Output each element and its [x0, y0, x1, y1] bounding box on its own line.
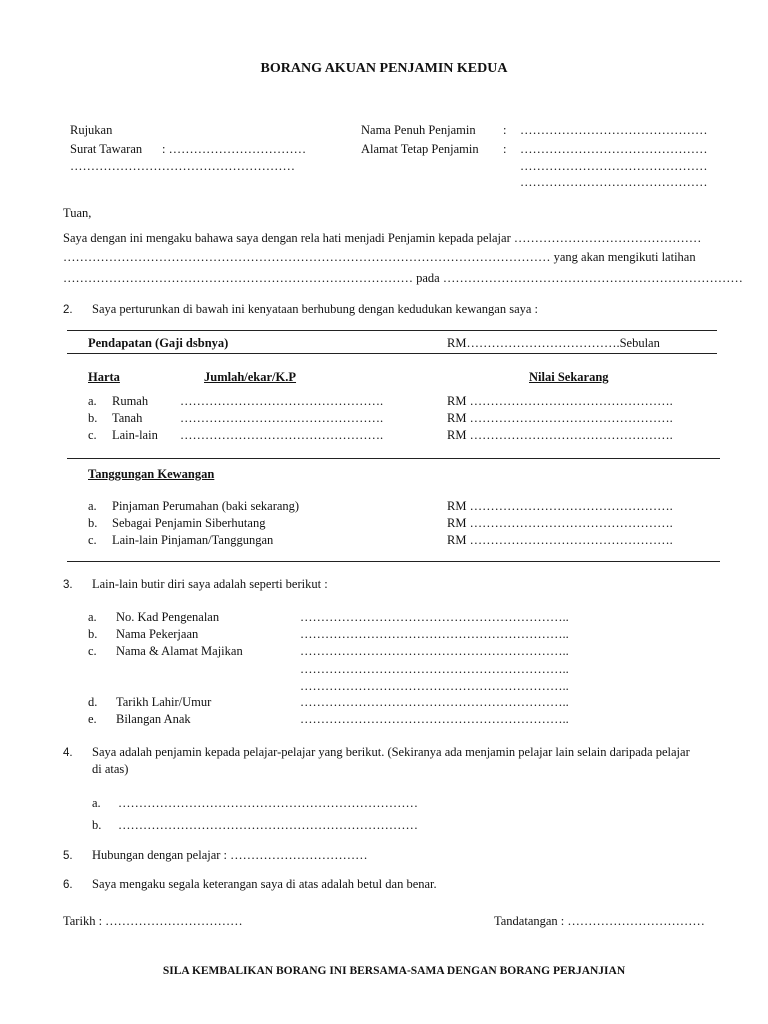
student-field[interactable]: ………………………………………………………………: [118, 796, 418, 810]
salutation: Tuan,: [63, 206, 92, 220]
tandatangan-field[interactable]: Tandatangan : ……………………………: [494, 914, 705, 928]
section4-number: 4.: [63, 747, 73, 759]
detail-label: No. Kad Pengenalan: [116, 610, 220, 624]
surat-tawaran-field[interactable]: : ……………………………: [162, 142, 307, 156]
quantity-header: Jumlah/ekar/K.P: [204, 370, 297, 384]
section3-text: Lain-lain butir diri saya adalah seperti berikut :: [92, 577, 328, 591]
value-header: Nilai Sekarang: [529, 370, 609, 384]
detail-field[interactable]: ………………………………………………………..: [300, 712, 569, 726]
footer-note: SILA KEMBALIKAN BORANG INI BERSAMA-SAMA DENGAN BORANG PERJANJIAN: [162, 965, 626, 977]
asset-letter: a.: [88, 394, 97, 408]
asset-value-field[interactable]: RM ………………………………………….: [447, 394, 673, 408]
alamat-field-line2[interactable]: ………………………………………: [520, 159, 708, 173]
detail-letter: d.: [88, 695, 98, 709]
detail-letter: b.: [88, 627, 98, 641]
liabilities-header: Tanggungan Kewangan: [88, 467, 215, 481]
detail-field[interactable]: ………………………………………………………..: [300, 662, 569, 676]
asset-label: Rumah: [112, 394, 149, 408]
liability-label: Pinjaman Perumahan (baki sekarang): [112, 499, 300, 513]
detail-letter: c.: [88, 644, 97, 658]
alamat-field-line3[interactable]: ………………………………………: [520, 175, 708, 189]
liability-label: Sebagai Penjamin Siberhutang: [112, 516, 266, 530]
section2-number: 2.: [63, 304, 73, 316]
rujukan-label: Rujukan: [70, 123, 113, 137]
liability-letter: b.: [88, 516, 98, 530]
nama-penjamin-field[interactable]: ………………………………………: [520, 123, 708, 137]
income-field[interactable]: RM……………………………….Sebulan: [447, 336, 660, 350]
asset-value-field[interactable]: RM ………………………………………….: [447, 428, 673, 442]
section4-text-line1: Saya adalah penjamin kepada pelajar-pelajar yang berikut. (Sekiranya ada menjamin pelajar lain selain daripada pelajar: [92, 745, 690, 759]
section5-number: 5.: [63, 850, 73, 862]
liability-letter: c.: [88, 533, 97, 547]
liability-letter: a.: [88, 499, 97, 513]
intro-line3: ………………………………………………………………………… pada ………………………………………………………………: [63, 271, 743, 285]
detail-field[interactable]: ………………………………………………………..: [300, 610, 569, 624]
detail-letter: e.: [88, 712, 97, 726]
asset-quantity-field[interactable]: ………………………………………….: [180, 394, 384, 408]
alamat-label: Alamat Tetap Penjamin: [361, 142, 479, 156]
divider-bottom: [67, 561, 720, 562]
asset-value-field[interactable]: RM ………………………………………….: [447, 411, 673, 425]
form-title: BORANG AKUAN PENJAMIN KEDUA: [260, 61, 508, 76]
liability-value-field[interactable]: RM ………………………………………….: [447, 499, 673, 513]
asset-label: Tanah: [112, 411, 143, 425]
asset-letter: c.: [88, 428, 97, 442]
section4-text-line2: di atas): [92, 762, 129, 776]
student-letter: b.: [92, 818, 102, 832]
detail-letter: a.: [88, 610, 97, 624]
detail-label: Tarikh Lahir/Umur: [116, 695, 212, 709]
asset-letter: b.: [88, 411, 98, 425]
alamat-field-line1[interactable]: ………………………………………: [520, 142, 708, 156]
divider-assets: [67, 458, 720, 459]
liability-value-field[interactable]: RM ………………………………………….: [447, 516, 673, 530]
intro-line2: ……………………………………………………………………………………………………… yang akan mengikuti latihan: [63, 250, 696, 264]
section5-text[interactable]: Hubungan dengan pelajar : ……………………………: [92, 848, 368, 862]
detail-label: Nama Pekerjaan: [116, 627, 199, 641]
liability-value-field[interactable]: RM ………………………………………….: [447, 533, 673, 547]
section6-number: 6.: [63, 879, 73, 891]
detail-field[interactable]: ………………………………………………………..: [300, 679, 569, 693]
detail-field[interactable]: ………………………………………………………..: [300, 627, 569, 641]
section6-text: Saya mengaku segala keterangan saya di atas adalah betul dan benar.: [92, 877, 437, 891]
income-label: Pendapatan (Gaji dsbnya): [88, 336, 229, 350]
intro-line1: Saya dengan ini mengaku bahawa saya dengan rela hati menjadi Penjamin kepada pelajar ………………………………………: [63, 231, 702, 245]
surat-tawaran-field-cont[interactable]: ………………………………………………: [70, 159, 295, 173]
nama-penjamin-label: Nama Penuh Penjamin: [361, 123, 476, 137]
nama-penjamin-colon: :: [503, 123, 507, 137]
student-field[interactable]: ………………………………………………………………: [118, 818, 418, 832]
detail-label: Bilangan Anak: [116, 712, 191, 726]
detail-field[interactable]: ………………………………………………………..: [300, 695, 569, 709]
detail-label: Nama & Alamat Majikan: [116, 644, 243, 658]
asset-quantity-field[interactable]: ………………………………………….: [180, 411, 384, 425]
asset-label: Lain-lain: [112, 428, 158, 442]
section3-number: 3.: [63, 579, 73, 591]
section2-text: Saya perturunkan di bawah ini kenyataan berhubung dengan kedudukan kewangan saya :: [92, 302, 539, 316]
surat-tawaran-label: Surat Tawaran: [70, 142, 143, 156]
alamat-colon: :: [503, 142, 507, 156]
assets-header: Harta: [88, 370, 120, 384]
asset-quantity-field[interactable]: ………………………………………….: [180, 428, 384, 442]
divider-top: [67, 330, 717, 331]
divider-income: [67, 353, 717, 354]
student-letter: a.: [92, 796, 101, 810]
detail-field[interactable]: ………………………………………………………..: [300, 644, 569, 658]
liability-label: Lain-lain Pinjaman/Tanggungan: [112, 533, 274, 547]
tarikh-field[interactable]: Tarikh : ……………………………: [63, 914, 243, 928]
